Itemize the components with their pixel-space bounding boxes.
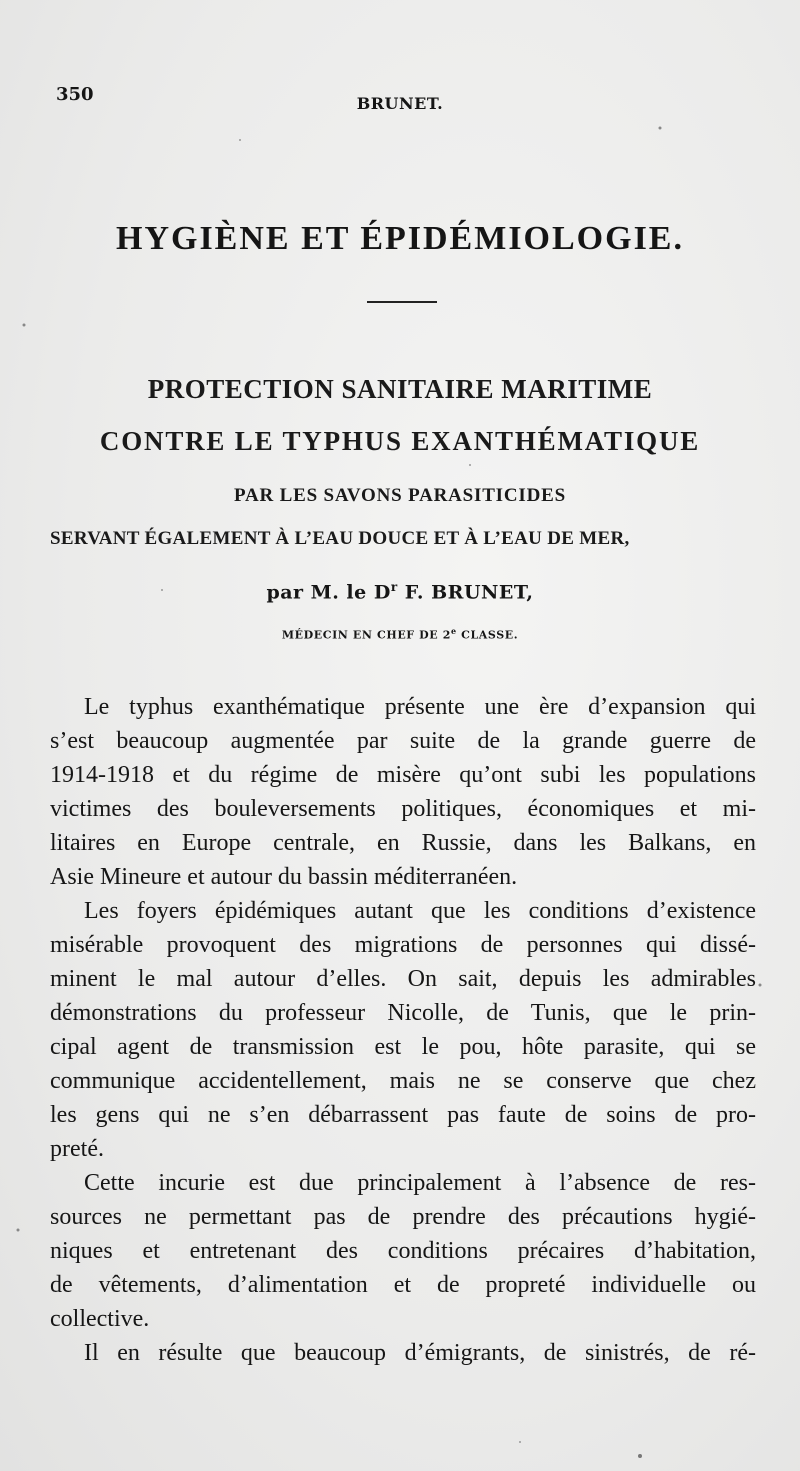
text-line: Il en résulte que beaucoup d’émigrants, de sinistrés, de ré- [84, 1340, 756, 1366]
text-line: de vêtements, d’alimentation et de propreté individuelle ou [50, 1272, 756, 1298]
text-line: misérable provoquent des migrations de personnes qui dissé- [50, 932, 756, 958]
text-line: démonstrations du professeur Nicolle, de Tunis, que le prin- [50, 1000, 756, 1026]
text-line: niques et entretenant des conditions précaires d’habitation, [50, 1238, 756, 1264]
byline-sup: r [390, 580, 398, 594]
text-line: s’est beaucoup augmentée par suite de la grande guerre de [50, 728, 756, 754]
text-line: communique accidentellement, mais ne se conserve que chez [50, 1068, 756, 1094]
running-head: BRUNET. [356, 94, 444, 113]
text-line: preté. [50, 1136, 104, 1162]
paragraph [50, 894, 756, 1166]
author-byline [0, 580, 800, 603]
text-line: minent le mal autour d’elles. On sait, depuis les admirables [50, 966, 756, 992]
text-line: Asie Mineure et autour du bassin méditerranéen. [50, 864, 518, 890]
text-line: sources ne permettant pas de prendre des précautions hygié- [50, 1204, 756, 1230]
text-line: cipal agent de transmission est le pou, hôte parasite, qui se [50, 1034, 756, 1060]
text-line: les gens qui ne s’en débarrassent pas faute de soins de pro- [50, 1102, 756, 1128]
article-title-line-2: CONTRE LE TYPHUS EXANTHÉMATIQUE [99, 426, 701, 456]
text-line: collective. [50, 1306, 150, 1332]
page-number: 350 [56, 84, 94, 105]
text-line: victimes des bouleversements politiques, économiques et mi- [50, 796, 756, 822]
text-line: Cette incurie est due principalement à l’absence de res- [84, 1170, 756, 1196]
article-subtitle-line-2: SERVANT ÉGALEMENT À L’EAU DOUCE ET À L’EAU DE MER, [50, 528, 630, 549]
article-subtitle-line-1: PAR LES SAVONS PARASITICIDES [234, 485, 566, 506]
author-affiliation [0, 626, 800, 642]
affiliation-suffix: CLASSE. [456, 628, 519, 642]
title-rule [367, 301, 437, 303]
article-title-line-1: PROTECTION SANITAIRE MARITIME [147, 374, 653, 404]
paragraph [50, 1336, 756, 1370]
text-line: Le typhus exanthématique présente une ère d’expansion qui [84, 694, 756, 720]
affiliation-sup: e [450, 626, 457, 636]
affiliation-prefix: MÉDECIN EN CHEF DE 2 [281, 628, 451, 642]
byline-name: F. BRUNET, [397, 581, 534, 604]
text-line: 1914-1918 et du régime de misère qu’ont subi les populations [50, 762, 756, 788]
paragraph [50, 690, 756, 894]
paragraph [50, 1166, 756, 1336]
article-body [50, 690, 756, 1370]
text-line: litaires en Europe centrale, en Russie, dans les Balkans, en [50, 830, 756, 856]
section-title: HYGIÈNE ET ÉPIDÉMIOLOGIE. [116, 220, 684, 257]
byline-prefix: par M. le D [266, 581, 391, 604]
text-line: Les foyers épidémiques autant que les conditions d’existence [84, 898, 756, 924]
